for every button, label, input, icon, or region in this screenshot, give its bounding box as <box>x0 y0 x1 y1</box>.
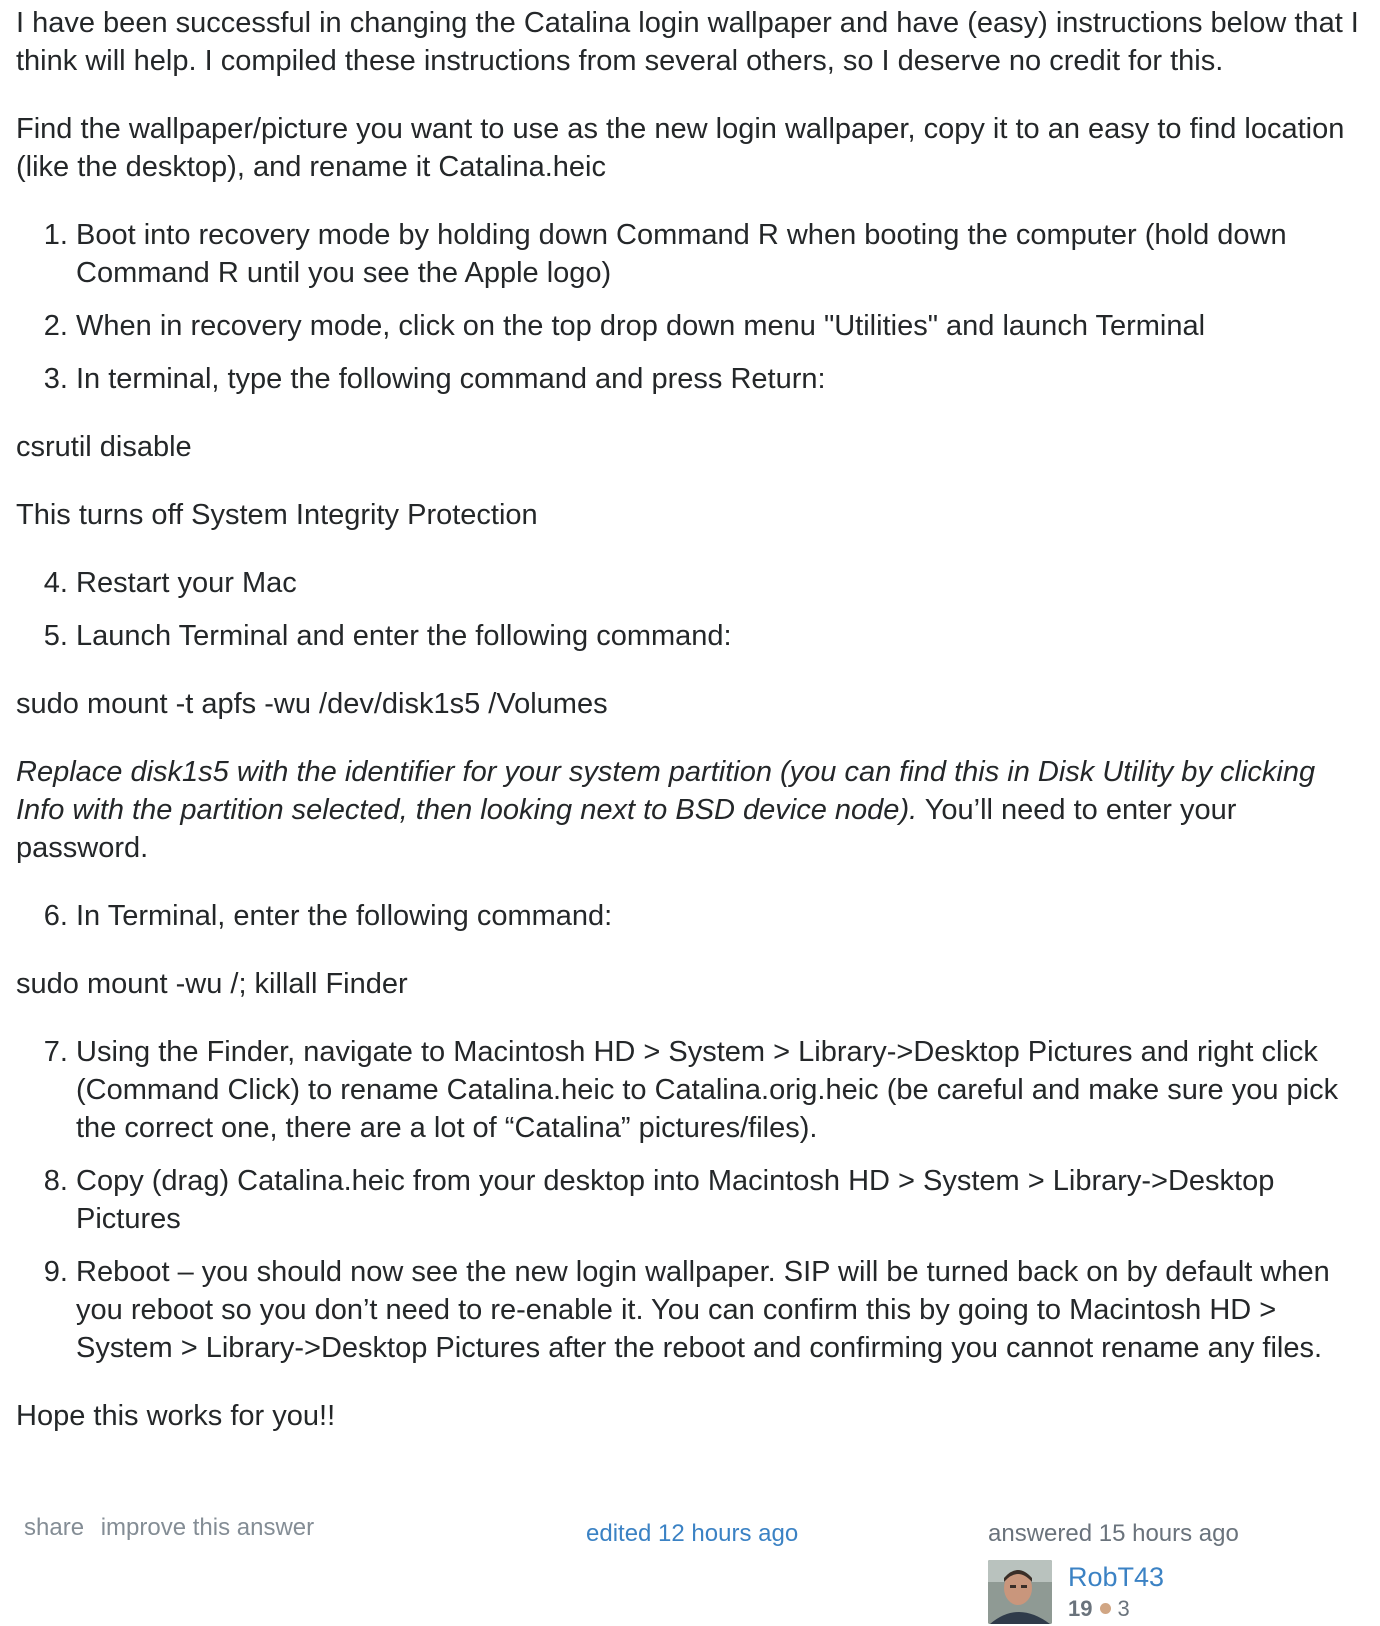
post-menu <box>24 1514 324 1542</box>
bronze-badge-icon <box>1100 1603 1111 1614</box>
replace-note-italic: Replace disk1s5 with the identifier for your system partition (you can find this in Disk Utility by clicking Info with the partition selected, then looking next to BSD device node). <box>16 756 1316 826</box>
reputation-score: 19 <box>1068 1596 1093 1621</box>
steps-list-2 <box>16 564 1366 655</box>
step-item: 3. In terminal, type the following command and press Return: <box>76 360 1366 398</box>
user-name-link[interactable]: RobT43 <box>1068 1562 1165 1592</box>
replace-note-plain: You’ll need to enter your password. <box>16 794 1237 864</box>
step-item: 2. When in recovery mode, click on the top drop down menu "Utilities" and launch Terminal <box>76 307 1366 345</box>
replace-note <box>16 753 1366 867</box>
closing-paragraph: Hope this works for you!! <box>16 1400 336 1432</box>
user-stats <box>1068 1596 1130 1622</box>
edited-link[interactable]: edited 12 hours ago <box>586 1520 799 1547</box>
step-item: 4. Restart your Mac <box>76 564 1366 602</box>
steps-list-1 <box>16 216 1366 398</box>
user-info <box>988 1560 1348 1626</box>
answer-body <box>16 0 1366 1465</box>
step-item: 5. Launch Terminal and enter the following command: <box>76 617 1366 655</box>
step-item: 8. Copy (drag) Catalina.heic from your desktop into Macintosh HD > System > Library->Desktop Pictures <box>76 1162 1366 1238</box>
steps-list-4 <box>16 1033 1366 1367</box>
step-item: 9. Reboot – you should now see the new login wallpaper. SIP will be turned back on by default when you reboot so you don’t need to re-enable it. You can confirm this by going to Macintosh HD > System > Library->Desktop Pictures after the reboot and confirming you cannot rename any files. <box>76 1253 1366 1367</box>
share-link[interactable]: share <box>24 1514 85 1541</box>
find-wallpaper-paragraph: Find the wallpaper/picture you want to use as the new login wallpaper, copy it to an easy to find location (like the desktop), and rename it Catalina.heic <box>16 113 1345 183</box>
user-avatar-icon <box>988 1560 1052 1624</box>
intro-paragraph: I have been successful in changing the Catalina login wallpaper and have (easy) instructions below that I think will help. I compiled these instructions from several others, so I deserve no credit for this. <box>16 7 1359 77</box>
steps-list-3 <box>16 897 1366 935</box>
bronze-badge-count: 3 <box>1117 1596 1130 1621</box>
answer-owner-card <box>988 1520 1348 1621</box>
sip-note: This turns off System Integrity Protection <box>16 499 538 531</box>
command-csrutil: csrutil disable <box>16 431 192 463</box>
step-item: 7. Using the Finder, navigate to Macintosh HD > System > Library->Desktop Pictures and right click (Command Click) to rename Catalina.heic to Catalina.orig.heic (be careful and make sure you pick the correct one, there are a lot of “Catalina” pictures/files). <box>76 1033 1366 1147</box>
step-item: 6. In Terminal, enter the following command: <box>76 897 1366 935</box>
avatar[interactable] <box>988 1560 1052 1624</box>
post-footer <box>0 1504 1380 1626</box>
command-mount-root: sudo mount -wu /; killall Finder <box>16 968 408 1000</box>
answered-time: answered 15 hours ago <box>988 1520 1239 1547</box>
edited-info <box>586 1520 798 1548</box>
step-item: 1. Boot into recovery mode by holding down Command R when booting the computer (hold down Command R until you see the Apple logo) <box>76 216 1366 292</box>
command-mount-apfs: sudo mount -t apfs -wu /dev/disk1s5 /Volumes <box>16 688 608 720</box>
improve-answer-link[interactable]: improve this answer <box>100 1514 315 1541</box>
